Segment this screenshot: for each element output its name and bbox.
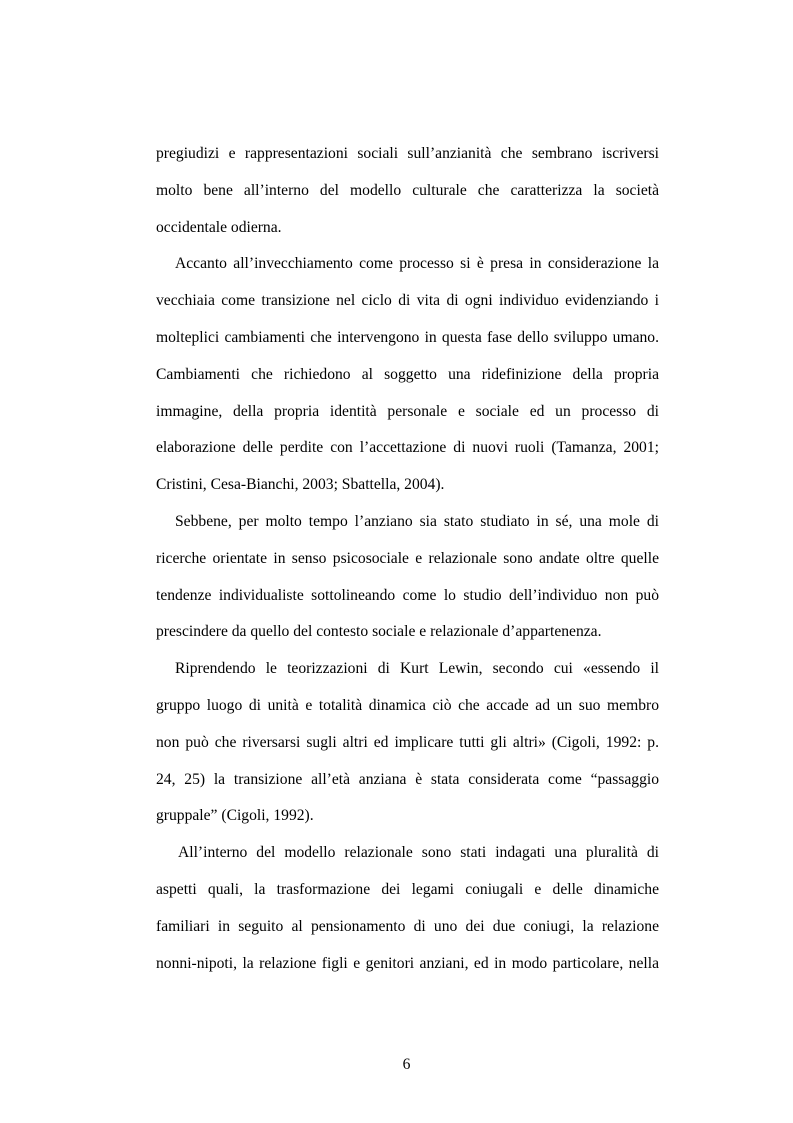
text-line: ricerche orientate in senso psicosociale e relazionale sono andate oltre quelle bbox=[156, 549, 659, 567]
text-line: Sebbene, per molto tempo l’anziano sia stato studiato in sé, una mole di bbox=[175, 512, 659, 530]
body-text bbox=[156, 136, 659, 982]
text-line: non può che riversarsi sugli altri ed implicare tutti gli altri» (Cigoli, 1992: p. bbox=[156, 733, 659, 751]
text-line: prescindere da quello del contesto sociale e relazionale d’appartenenza. bbox=[156, 623, 602, 641]
text-line: Riprendendo le teorizzazioni di Kurt Lewin, secondo cui «essendo il bbox=[175, 660, 659, 678]
text-line: pregiudizi e rappresentazioni sociali sull’anzianità che sembrano iscriversi bbox=[156, 145, 659, 162]
text-line: nonni-nipoti, la relazione figli e genitori anziani, ed in modo particolare, nella bbox=[156, 954, 659, 972]
text-line: 24, 25) la transizione all’età anziana è stata considerata come “passaggio bbox=[156, 770, 659, 788]
text-line: aspetti quali, la trasformazione dei legami coniugali e delle dinamiche bbox=[156, 880, 659, 898]
text-line: molteplici cambiamenti che intervengono in questa fase dello sviluppo umano. bbox=[156, 328, 659, 346]
text-line: gruppale” (Cigoli, 1992). bbox=[156, 807, 314, 825]
text-line: vecchiaia come transizione nel ciclo di vita di ogni individuo evidenziando i bbox=[156, 292, 659, 310]
text-line: tendenze individualiste sottolineando come lo studio dell’individuo non può bbox=[156, 586, 659, 604]
text-line: Accanto all’invecchiamento come processo si è presa in considerazione la bbox=[175, 255, 659, 273]
text-line: elaborazione delle perdite con l’accettazione di nuovi ruoli (Tamanza, 2001; bbox=[156, 439, 659, 457]
text-line: molto bene all’interno del modello culturale che caratterizza la società bbox=[156, 181, 659, 199]
text-line: occidentale odierna. bbox=[156, 218, 282, 236]
text-line: Cambiamenti che richiedono al soggetto una ridefinizione della propria bbox=[156, 365, 659, 383]
text-line: familiari in seguito al pensionamento di uno dei due coniugi, la relazione bbox=[156, 917, 659, 935]
text-line: Cristini, Cesa-Bianchi, 2003; Sbattella, 2004). bbox=[156, 476, 445, 494]
text-line: All’interno del modello relazionale sono stati indagati una pluralità di bbox=[178, 844, 659, 862]
text-line: gruppo luogo di unità e totalità dinamica ciò che accade ad un suo membro bbox=[156, 696, 659, 714]
text-line: immagine, della propria identità personale e sociale ed un processo di bbox=[156, 402, 659, 420]
page-number: 6 bbox=[402, 1056, 411, 1073]
